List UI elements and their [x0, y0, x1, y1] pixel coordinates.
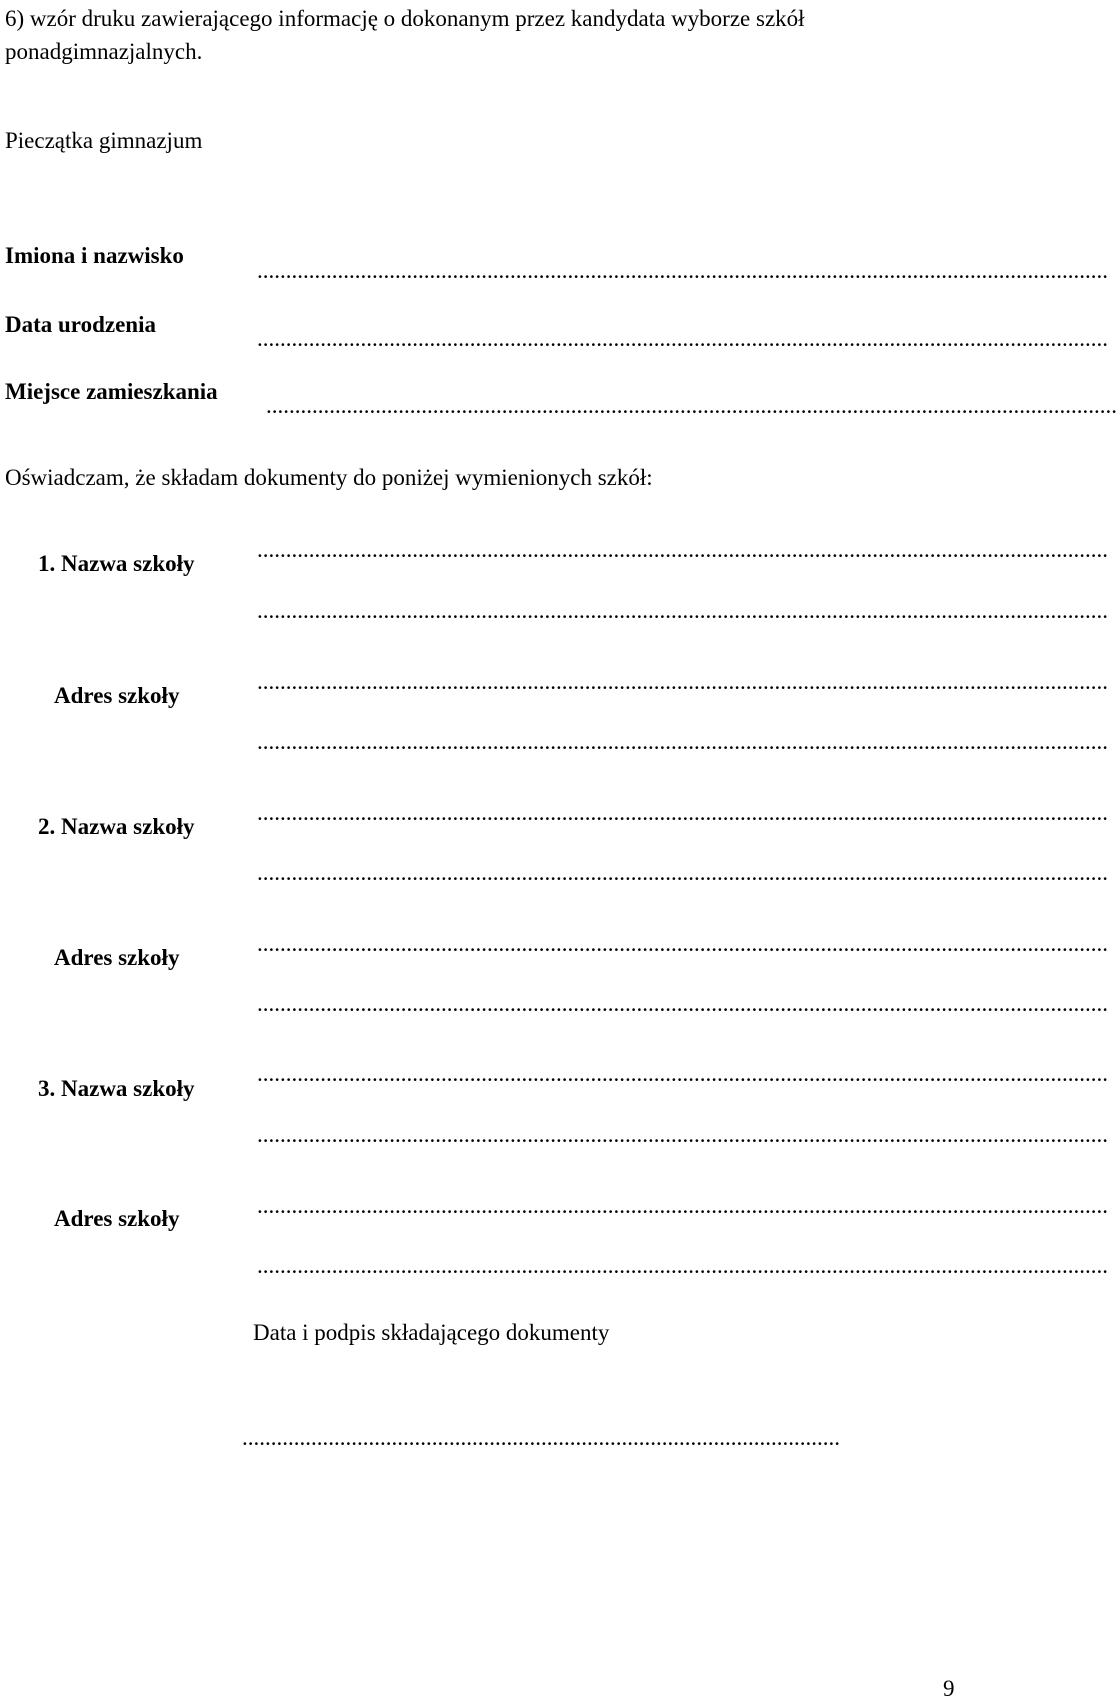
school-3-name-line-1[interactable]: ....................................................................................................................................................	[257, 1061, 1108, 1086]
page-number: 9	[943, 1676, 955, 1701]
signature-line[interactable]: ........................................................................................................	[242, 1425, 840, 1450]
school-3-name-label: 3. Nazwa szkoły	[38, 1076, 195, 1101]
residence-label: Miejsce zamieszkania	[5, 379, 218, 404]
school-1-name-label: 1. Nazwa szkoły	[38, 551, 195, 576]
names-field-line[interactable]: ....................................................................................................................................................	[257, 258, 1108, 283]
residence-field-line[interactable]: ....................................................................................................................................................	[266, 393, 1117, 418]
school-1-name-line-2[interactable]: ....................................................................................................................................................	[257, 598, 1108, 623]
signature-label: Data i podpis składającego dokumenty	[253, 1320, 610, 1345]
school-2-name-line-1[interactable]: ....................................................................................................................................................	[257, 800, 1108, 825]
school-2-name-line-2[interactable]: ....................................................................................................................................................	[257, 860, 1108, 885]
birth-date-label: Data urodzenia	[5, 312, 156, 337]
school-3-name-line-2[interactable]: ....................................................................................................................................................	[257, 1122, 1108, 1147]
school-3-address-line-1[interactable]: ....................................................................................................................................................	[257, 1193, 1108, 1218]
names-label: Imiona i nazwisko	[5, 243, 184, 268]
school-2-address-label: Adres szkoły	[54, 945, 180, 970]
stamp-label: Pieczątka gimnazjum	[5, 128, 203, 153]
intro-text: 6) wzór druku zawierającego informację o dokonanym przez kandydata wyborze szkół ponadgimnazjalnych.	[5, 6, 805, 64]
school-1-address-line-2[interactable]: ....................................................................................................................................................	[257, 729, 1108, 754]
school-2-address-line-2[interactable]: ....................................................................................................................................................	[257, 991, 1108, 1016]
school-2-name-label: 2. Nazwa szkoły	[38, 814, 195, 839]
school-1-address-line-1[interactable]: ....................................................................................................................................................	[257, 669, 1108, 694]
birth-date-field-line[interactable]: ....................................................................................................................................................	[257, 326, 1108, 351]
school-1-address-label: Adres szkoły	[54, 683, 180, 708]
statement-text: Oświadczam, że składam dokumenty do poniżej wymienionych szkół:	[5, 465, 653, 490]
school-2-address-line-1[interactable]: ....................................................................................................................................................	[257, 931, 1108, 956]
school-3-address-label: Adres szkoły	[54, 1206, 180, 1231]
school-1-name-line-1[interactable]: ....................................................................................................................................................	[257, 537, 1108, 562]
school-3-address-line-2[interactable]: ....................................................................................................................................................	[257, 1253, 1108, 1278]
